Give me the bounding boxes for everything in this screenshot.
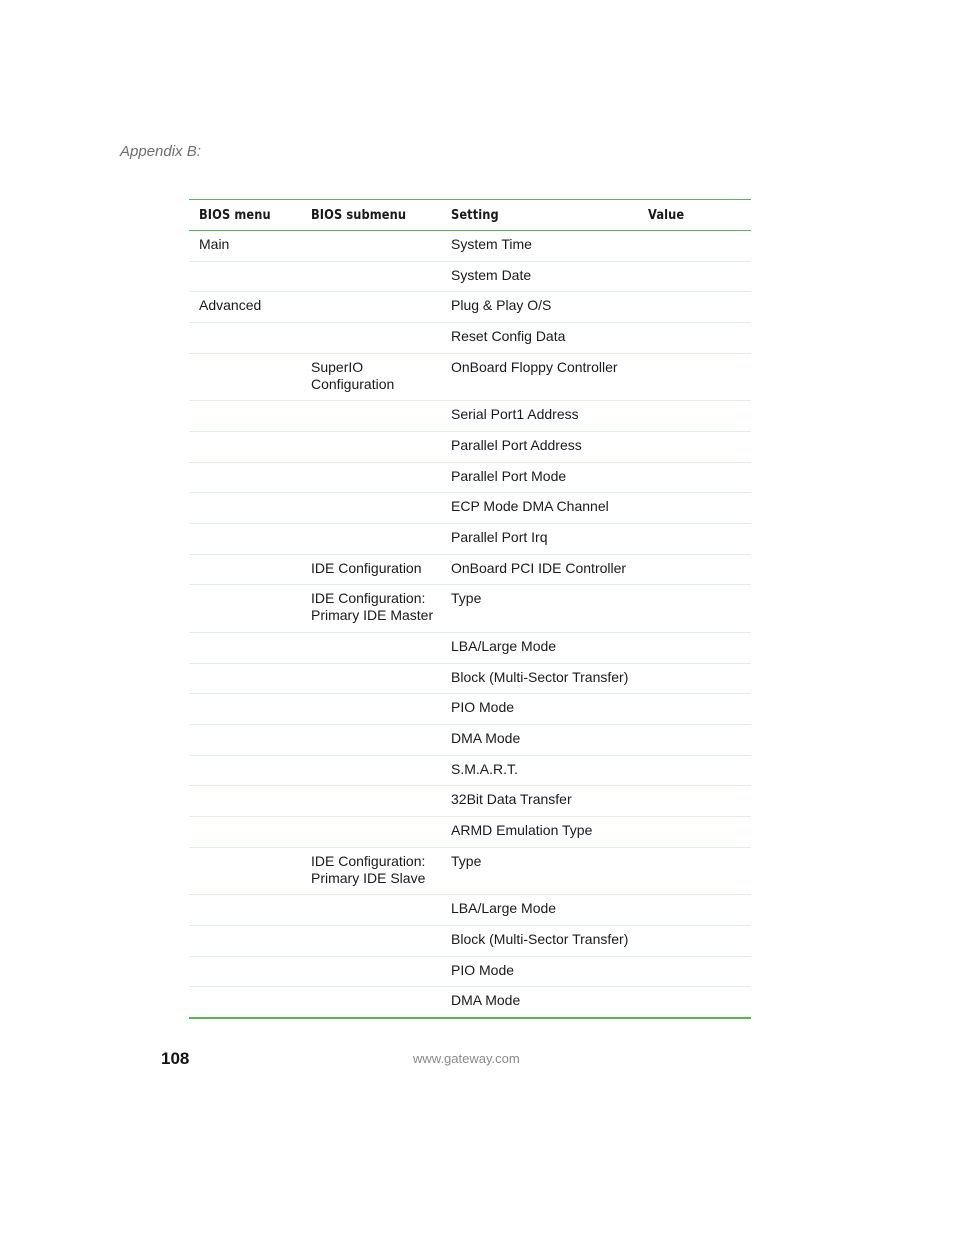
setting-cell: Serial Port1 Address xyxy=(441,401,638,432)
bios-menu-cell xyxy=(189,353,301,401)
page-number: 108 xyxy=(161,1049,190,1068)
value-cell xyxy=(638,663,751,694)
setting-cell: OnBoard PCI IDE Controller xyxy=(441,554,638,585)
bios-submenu-cell: SuperIO Configuration xyxy=(301,353,441,401)
bios-submenu-cell: IDE Configuration: Primary IDE Slave xyxy=(301,847,441,895)
table-row xyxy=(189,292,751,323)
setting-cell: DMA Mode xyxy=(441,724,638,755)
column-header-bios-submenu: BIOS submenu xyxy=(301,200,441,231)
bios-submenu-cell: IDE Configuration xyxy=(301,554,441,585)
setting-cell: Parallel Port Address xyxy=(441,431,638,462)
bios-submenu-cell xyxy=(301,462,441,493)
value-cell xyxy=(638,292,751,323)
bios-menu-cell xyxy=(189,431,301,462)
bios-menu-cell xyxy=(189,524,301,555)
bios-menu-cell xyxy=(189,401,301,432)
bios-submenu-cell xyxy=(301,524,441,555)
value-cell xyxy=(638,987,751,1018)
table-row xyxy=(189,925,751,956)
table-row xyxy=(189,231,751,262)
setting-cell: OnBoard Floppy Controller xyxy=(441,353,638,401)
bios-settings-table xyxy=(189,199,751,1019)
setting-cell: S.M.A.R.T. xyxy=(441,755,638,786)
value-cell xyxy=(638,724,751,755)
table-row xyxy=(189,524,751,555)
value-cell xyxy=(638,956,751,987)
bios-submenu-cell xyxy=(301,231,441,262)
table-row xyxy=(189,956,751,987)
bios-menu-cell xyxy=(189,724,301,755)
bios-submenu-cell xyxy=(301,632,441,663)
bios-menu-cell xyxy=(189,663,301,694)
setting-cell: Parallel Port Mode xyxy=(441,462,638,493)
setting-cell: ECP Mode DMA Channel xyxy=(441,493,638,524)
table-row xyxy=(189,663,751,694)
bios-menu-cell xyxy=(189,987,301,1018)
value-cell xyxy=(638,524,751,555)
value-cell xyxy=(638,895,751,926)
table-row xyxy=(189,401,751,432)
bios-submenu-cell xyxy=(301,755,441,786)
table-row xyxy=(189,987,751,1018)
bios-submenu-cell xyxy=(301,663,441,694)
table-row xyxy=(189,847,751,895)
table-header-row xyxy=(189,200,751,231)
bios-menu-cell: Main xyxy=(199,236,230,252)
value-cell xyxy=(638,694,751,725)
bios-menu-cell xyxy=(189,956,301,987)
bios-menu-cell xyxy=(189,925,301,956)
bios-submenu-cell xyxy=(301,431,441,462)
value-cell xyxy=(638,755,751,786)
bios-submenu-cell xyxy=(301,401,441,432)
setting-cell: 32Bit Data Transfer xyxy=(441,786,638,817)
bios-menu-cell xyxy=(189,632,301,663)
setting-cell: Block (Multi-Sector Transfer) xyxy=(441,925,638,956)
table-row xyxy=(189,724,751,755)
table-row xyxy=(189,585,751,633)
bios-menu-cell xyxy=(189,554,301,585)
bios-submenu-cell xyxy=(301,895,441,926)
setting-cell: Reset Config Data xyxy=(441,323,638,354)
value-cell xyxy=(638,261,751,292)
bios-submenu-cell xyxy=(301,323,441,354)
bios-menu-cell xyxy=(189,585,301,633)
table-body xyxy=(189,231,751,1018)
value-cell xyxy=(638,323,751,354)
table-row xyxy=(189,786,751,817)
bios-menu-cell xyxy=(189,895,301,926)
value-cell xyxy=(638,632,751,663)
bios-menu-cell xyxy=(189,817,301,848)
value-cell xyxy=(638,231,751,262)
footer-url: www.gateway.com xyxy=(413,1051,520,1066)
setting-cell: DMA Mode xyxy=(441,987,638,1018)
value-cell xyxy=(638,847,751,895)
bios-submenu-cell xyxy=(301,493,441,524)
value-cell xyxy=(638,353,751,401)
running-head: Appendix B: xyxy=(120,143,201,160)
value-cell xyxy=(638,401,751,432)
setting-cell: System Time xyxy=(451,236,532,252)
column-header-setting: Setting xyxy=(441,200,638,231)
setting-cell: Type xyxy=(441,847,638,895)
table-row xyxy=(189,323,751,354)
table-row xyxy=(189,554,751,585)
setting-cell: ARMD Emulation Type xyxy=(441,817,638,848)
column-header-bios-menu: BIOS menu xyxy=(189,200,301,231)
table-row xyxy=(189,353,751,401)
bios-submenu-cell: IDE Configuration: Primary IDE Master xyxy=(301,585,441,633)
bios-menu-cell xyxy=(189,261,301,292)
value-cell xyxy=(638,431,751,462)
setting-cell: LBA/Large Mode xyxy=(441,632,638,663)
value-cell xyxy=(638,925,751,956)
bios-submenu-cell xyxy=(301,292,441,323)
bios-submenu-cell xyxy=(301,724,441,755)
bios-menu-cell xyxy=(189,694,301,725)
bios-submenu-cell xyxy=(301,987,441,1018)
setting-cell: PIO Mode xyxy=(441,956,638,987)
setting-cell: PIO Mode xyxy=(441,694,638,725)
bios-menu-cell xyxy=(189,786,301,817)
table-row xyxy=(189,694,751,725)
table-row xyxy=(189,431,751,462)
bios-menu-cell xyxy=(189,462,301,493)
bios-submenu-cell xyxy=(301,925,441,956)
setting-cell: Type xyxy=(441,585,638,633)
bios-menu-cell xyxy=(189,493,301,524)
table-row xyxy=(189,895,751,926)
value-cell xyxy=(638,554,751,585)
bios-submenu-cell xyxy=(301,261,441,292)
table-row xyxy=(189,755,751,786)
bios-submenu-cell xyxy=(301,817,441,848)
bios-menu-cell: Advanced xyxy=(189,292,301,323)
setting-cell: System Date xyxy=(441,261,638,292)
value-cell xyxy=(638,493,751,524)
table-row xyxy=(189,632,751,663)
bios-submenu-cell xyxy=(301,694,441,725)
setting-cell: Block (Multi-Sector Transfer) xyxy=(441,663,638,694)
table-row xyxy=(189,493,751,524)
value-cell xyxy=(638,585,751,633)
value-cell xyxy=(638,817,751,848)
table-row xyxy=(189,817,751,848)
value-cell xyxy=(638,786,751,817)
bios-menu-cell xyxy=(189,323,301,354)
setting-cell: Plug & Play O/S xyxy=(441,292,638,323)
bios-submenu-cell xyxy=(301,786,441,817)
bios-menu-cell xyxy=(189,755,301,786)
table-row xyxy=(189,261,751,292)
value-cell xyxy=(638,462,751,493)
setting-cell: LBA/Large Mode xyxy=(441,895,638,926)
bios-menu-cell xyxy=(189,847,301,895)
setting-cell: Parallel Port Irq xyxy=(441,524,638,555)
bios-submenu-cell xyxy=(301,956,441,987)
table-row xyxy=(189,462,751,493)
column-header-value: Value xyxy=(638,200,751,231)
